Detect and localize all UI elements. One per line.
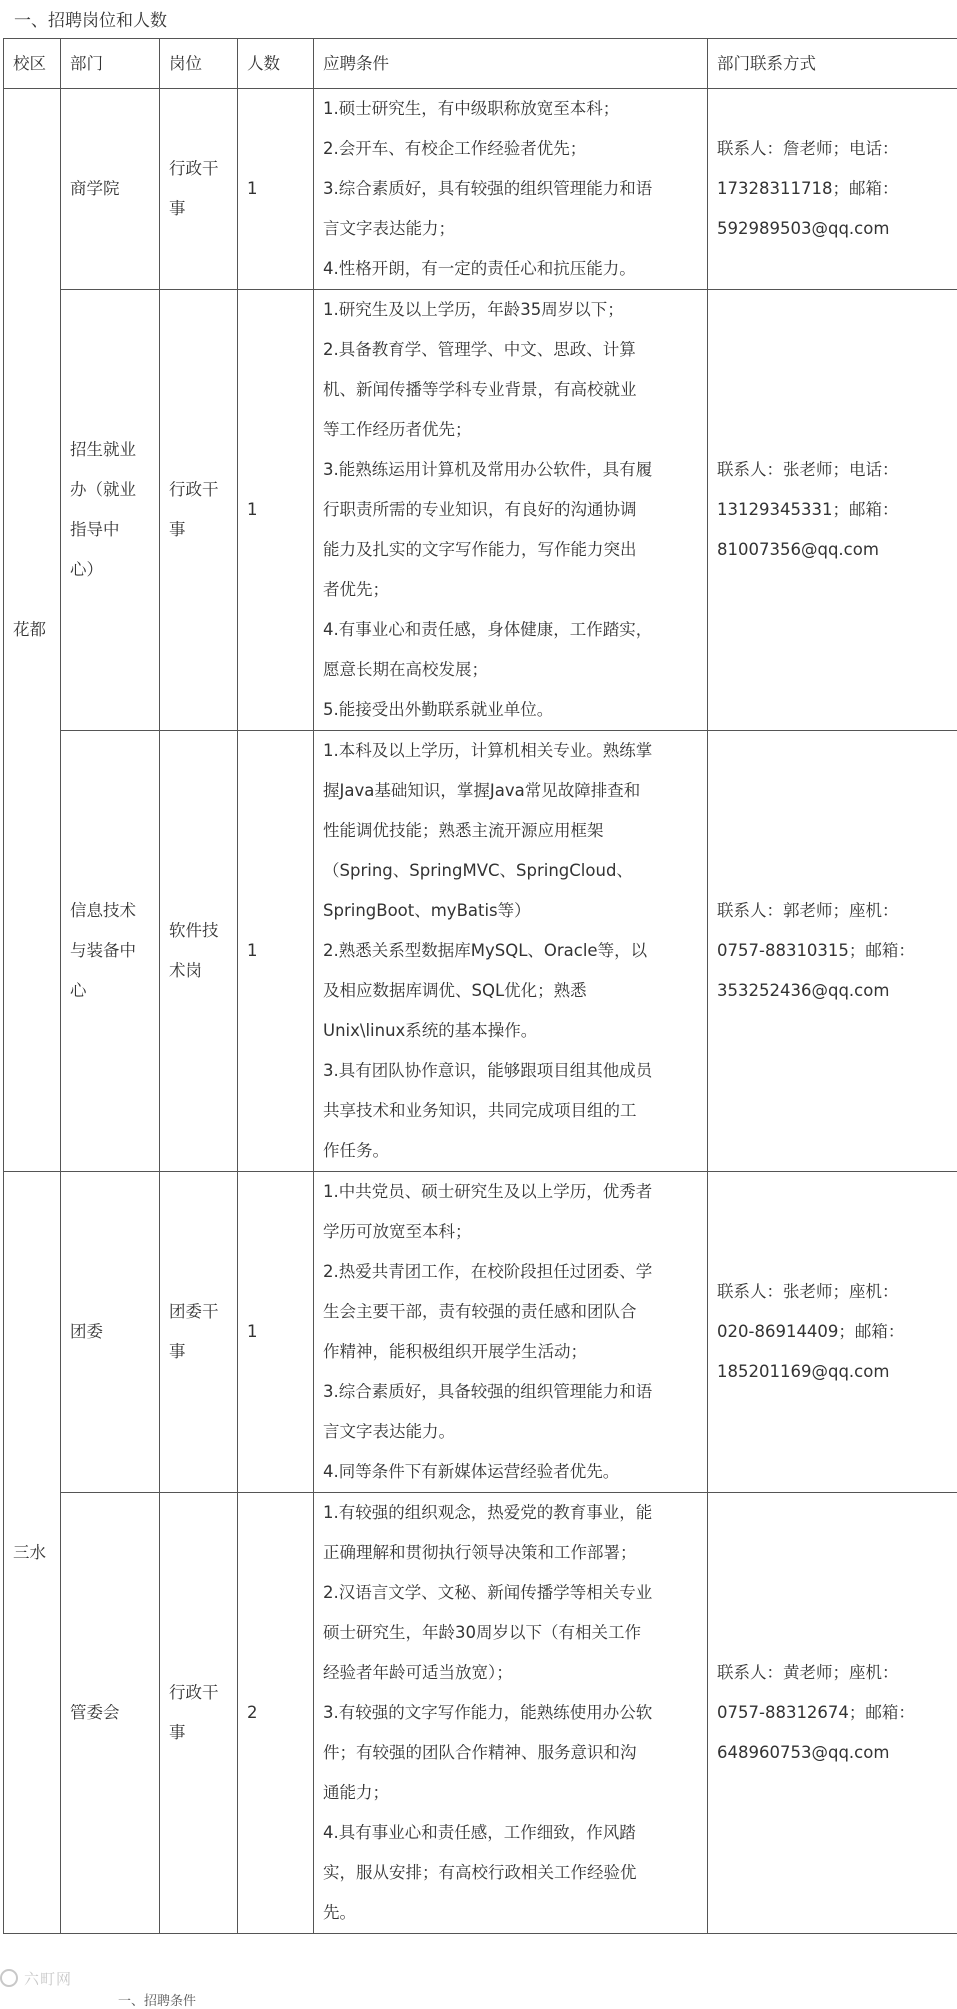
text-line: 17328311718；邮箱：: [717, 169, 948, 209]
text-line: 心）: [70, 550, 150, 590]
post-cell: [160, 731, 238, 1172]
requirements-cell: [314, 290, 708, 731]
text-line: 1.研究生及以上学历，年龄35周岁以下；: [323, 290, 698, 330]
header-post: 岗位: [160, 39, 238, 89]
header-count: 人数: [238, 39, 314, 89]
count-cell: 1: [238, 89, 314, 290]
contact-cell: [708, 1172, 957, 1493]
text-line: 592989503@qq.com: [717, 209, 948, 249]
dept-cell: 团委: [61, 1172, 160, 1493]
text-line: 行政干: [169, 149, 228, 189]
watermark-logo-icon: [0, 1969, 18, 1987]
text-line: 2.会开车、有校企工作经验者优先；: [323, 129, 698, 169]
text-line: 学历可放宽至本科；: [323, 1212, 698, 1252]
text-line: 作精神，能积极组织开展学生活动；: [323, 1332, 698, 1372]
text-line: 0757-88312674；邮箱：: [717, 1693, 948, 1733]
campus-cell: 三水: [4, 1172, 61, 1934]
text-line: 通能力；: [323, 1773, 698, 1813]
header-requirements: 应聘条件: [314, 39, 708, 89]
dept-cell: [61, 290, 160, 731]
text-line: 行政干: [169, 470, 228, 510]
text-line: 握Java基础知识，掌握Java常见故障排查和: [323, 771, 698, 811]
text-line: 1.硕士研究生，有中级职称放宽至本科；: [323, 89, 698, 129]
text-line: 3.综合素质好，具有较强的组织管理能力和语: [323, 169, 698, 209]
post-cell: [160, 89, 238, 290]
text-line: 术岗: [169, 951, 228, 991]
text-line: 2.熟悉关系型数据库MySQL、Oracle等，以: [323, 931, 698, 971]
requirements-cell: [314, 1493, 708, 1934]
text-line: 联系人：张老师；座机：: [717, 1272, 948, 1312]
text-line: 3.有较强的文字写作能力，能熟练使用办公软: [323, 1693, 698, 1733]
header-campus: 校区: [4, 39, 61, 89]
text-line: 事: [169, 189, 228, 229]
next-section-fragment: 一、招聘条件: [118, 1990, 196, 2009]
text-line: 及相应数据库调优、SQL优化；熟悉: [323, 971, 698, 1011]
requirements-cell: [314, 89, 708, 290]
text-line: 正确理解和贯彻执行领导决策和工作部署；: [323, 1533, 698, 1573]
text-line: 1.有较强的组织观念，热爱党的教育事业，能: [323, 1493, 698, 1533]
contact-cell: [708, 731, 957, 1172]
text-line: 事: [169, 510, 228, 550]
text-line: 2.具备教育学、管理学、中文、思政、计算: [323, 330, 698, 370]
text-line: 81007356@qq.com: [717, 530, 948, 570]
text-line: 生会主要干部，责有较强的责任感和团队合: [323, 1292, 698, 1332]
text-line: 3.具有团队协作意识，能够跟项目组其他成员: [323, 1051, 698, 1091]
text-line: 事: [169, 1713, 228, 1753]
text-line: 3.能熟练运用计算机及常用办公软件，具有履: [323, 450, 698, 490]
text-line: 行职责所需的专业知识，有良好的沟通协调: [323, 490, 698, 530]
text-line: 事: [169, 1332, 228, 1372]
text-line: 言文字表达能力。: [323, 1412, 698, 1452]
text-line: 353252436@qq.com: [717, 971, 948, 1011]
text-line: 信息技术: [70, 891, 150, 931]
table-row: [4, 731, 957, 1172]
section-heading: 一、招聘岗位和人数: [14, 6, 167, 31]
post-cell: [160, 1172, 238, 1493]
contact-cell: [708, 1493, 957, 1934]
text-line: 团委干: [169, 1292, 228, 1332]
text-line: 020-86914409；邮箱：: [717, 1312, 948, 1352]
text-line: 实，服从安排；有高校行政相关工作经验优: [323, 1853, 698, 1893]
post-cell: [160, 290, 238, 731]
text-line: 机、新闻传播等学科专业背景，有高校就业: [323, 370, 698, 410]
table-row: [4, 1493, 957, 1934]
count-cell: 2: [238, 1493, 314, 1934]
text-line: 言文字表达能力；: [323, 209, 698, 249]
requirements-cell: [314, 731, 708, 1172]
text-line: 5.能接受出外勤联系就业单位。: [323, 690, 698, 730]
text-line: 办（就业: [70, 470, 150, 510]
requirements-cell: [314, 1172, 708, 1493]
text-line: 13129345331；邮箱：: [717, 490, 948, 530]
text-line: Unix\linux系统的基本操作。: [323, 1011, 698, 1051]
text-line: 招生就业: [70, 430, 150, 470]
table-header-row: [4, 39, 957, 89]
text-line: 指导中: [70, 510, 150, 550]
text-line: 185201169@qq.com: [717, 1352, 948, 1392]
table-row: [4, 1172, 957, 1493]
dept-cell: 商学院: [61, 89, 160, 290]
text-line: SpringBoot、myBatis等）: [323, 891, 698, 931]
text-line: 2.热爱共青团工作，在校阶段担任过团委、学: [323, 1252, 698, 1292]
text-line: 先。: [323, 1893, 698, 1933]
text-line: 行政干: [169, 1673, 228, 1713]
table-row: [4, 290, 957, 731]
text-line: 与装备中: [70, 931, 150, 971]
text-line: 等工作经历者优先；: [323, 410, 698, 450]
text-line: 软件技: [169, 911, 228, 951]
header-dept: 部门: [61, 39, 160, 89]
dept-cell: 管委会: [61, 1493, 160, 1934]
text-line: 1.本科及以上学历，计算机相关专业。熟练掌: [323, 731, 698, 771]
text-line: 2.汉语言文学、文秘、新闻传播学等相关专业: [323, 1573, 698, 1613]
recruitment-table: [3, 38, 957, 1934]
count-cell: 1: [238, 731, 314, 1172]
text-line: 联系人：黄老师；座机：: [717, 1653, 948, 1693]
text-line: 心: [70, 971, 150, 1011]
text-line: 联系人：郭老师；座机：: [717, 891, 948, 931]
text-line: 作任务。: [323, 1131, 698, 1171]
text-line: 性能调优技能；熟悉主流开源应用框架: [323, 811, 698, 851]
post-cell: [160, 1493, 238, 1934]
text-line: 1.中共党员、硕士研究生及以上学历，优秀者: [323, 1172, 698, 1212]
text-line: 4.有事业心和责任感，身体健康，工作踏实，: [323, 610, 698, 650]
watermark: 六町网: [0, 1968, 72, 1989]
text-line: 能力及扎实的文字写作能力，写作能力突出: [323, 530, 698, 570]
contact-cell: [708, 290, 957, 731]
text-line: 4.性格开朗，有一定的责任心和抗压能力。: [323, 249, 698, 289]
text-line: 4.具有事业心和责任感，工作细致，作风踏: [323, 1813, 698, 1853]
text-line: 愿意长期在高校发展；: [323, 650, 698, 690]
text-line: 硕士研究生，年龄30周岁以下（有相关工作: [323, 1613, 698, 1653]
text-line: 者优先；: [323, 570, 698, 610]
contact-cell: [708, 89, 957, 290]
text-line: 联系人：詹老师；电话：: [717, 129, 948, 169]
text-line: 件；有较强的团队合作精神、服务意识和沟: [323, 1733, 698, 1773]
count-cell: 1: [238, 290, 314, 731]
dept-cell: [61, 731, 160, 1172]
text-line: 共享技术和业务知识，共同完成项目组的工: [323, 1091, 698, 1131]
text-line: 3.综合素质好，具备较强的组织管理能力和语: [323, 1372, 698, 1412]
count-cell: 1: [238, 1172, 314, 1493]
text-line: 648960753@qq.com: [717, 1733, 948, 1773]
text-line: 4.同等条件下有新媒体运营经验者优先。: [323, 1452, 698, 1492]
campus-cell: 花都: [4, 89, 61, 1172]
header-contact: 部门联系方式: [708, 39, 957, 89]
text-line: 联系人：张老师；电话：: [717, 450, 948, 490]
text-line: 经验者年龄可适当放宽）；: [323, 1653, 698, 1693]
table-row: [4, 89, 957, 290]
text-line: 0757-88310315；邮箱：: [717, 931, 948, 971]
text-line: （Spring、SpringMVC、SpringCloud、: [323, 851, 698, 891]
